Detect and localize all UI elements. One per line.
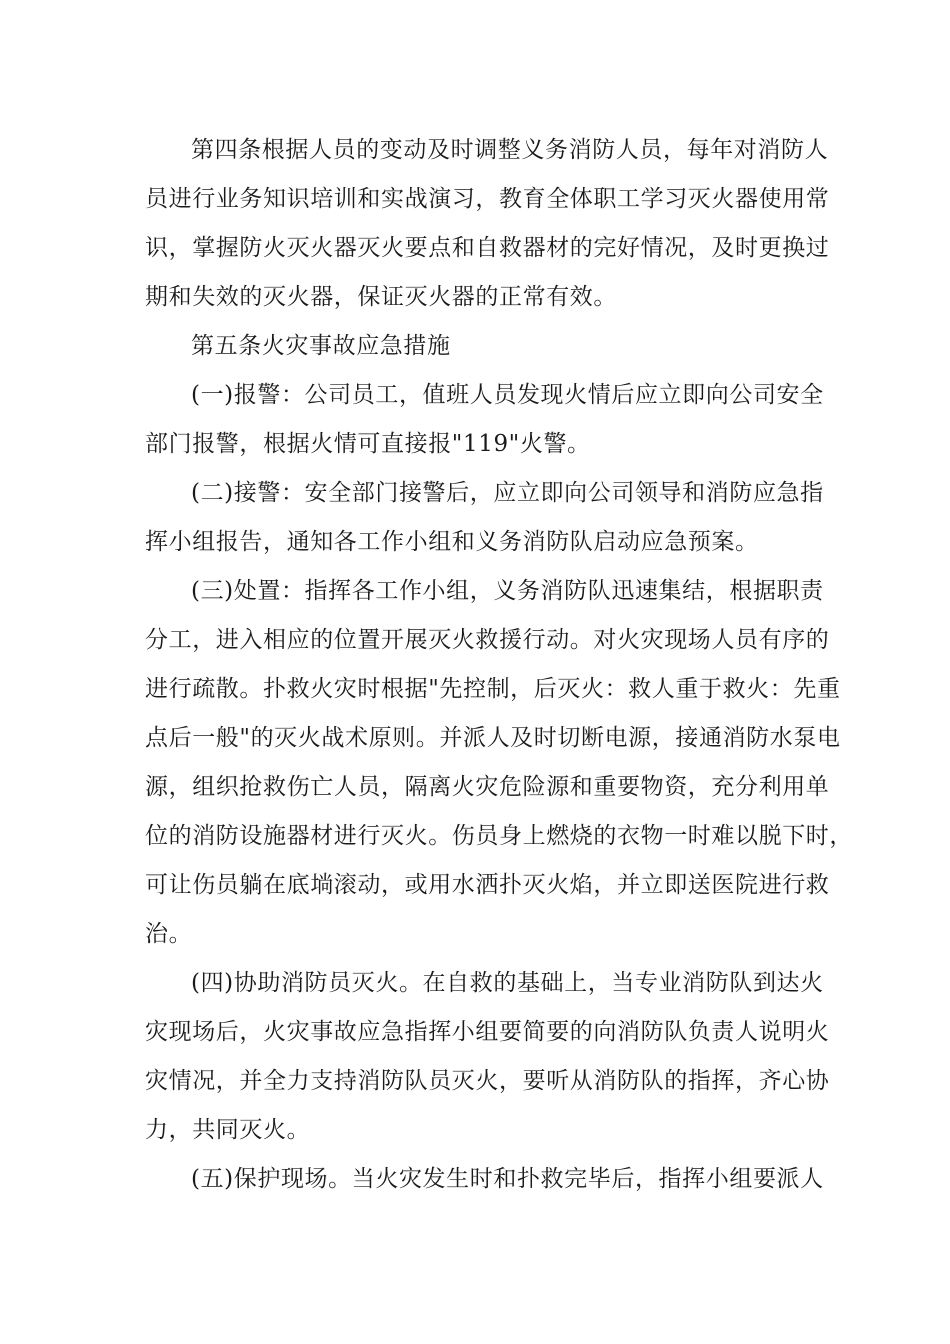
text-line: 点后一般"的灭火战术原则。并派人及时切断电源，接通消防水泵电 [145,725,841,751]
text-line: 灾现场后，火灾事故应急指挥小组要简要的向消防队负责人说明火 [145,1019,830,1045]
text-line: 分工，进入相应的位置开展灭火救援行动。对火灾现场人员有序的 [145,627,830,653]
text-line: 位的消防设施器材进行灭火。伤员身上燃烧的衣物一时难以脱下时， [145,823,853,849]
text-line: (二)接警：安全部门接警后，应立即向公司领导和消防应急指 [191,480,824,506]
section-heading: 第五条火灾事故应急措施 [191,333,451,359]
document-body [145,126,853,1204]
text-line: (一)报警：公司员工，值班人员发现火情后应立即向公司安全 [191,382,824,408]
text-line: 挥小组报告，通知各工作小组和义务消防队启动应急预案。 [145,529,759,555]
text-line: 识，掌握防火灭火器灭火要点和自救器材的完好情况，及时更换过 [145,235,830,261]
text-line: 员进行业务知识培训和实战演习，教育全体职工学习灭火器使用常 [145,186,830,212]
text-line: (五)保护现场。当火灾发生时和扑救完毕后，指挥小组要派人 [191,1166,824,1192]
text-line: (四)协助消防员灭火。在自救的基础上，当专业消防队到达火 [191,970,824,996]
text-line: 进行疏散。扑救火灾时根据"先控制，后灭火：救人重于救火：先重 [145,676,841,702]
text-line: 源，组织抢救伤亡人员，隔离火灾危险源和重要物资，充分利用单 [145,774,830,800]
text-line: (三)处置：指挥各工作小组，义务消防队迅速集结，根据职责 [191,578,824,604]
text-line: 力，共同灭火。 [145,1117,311,1143]
text-line: 治。 [145,921,193,947]
text-line: 第四条根据人员的变动及时调整义务消防人员，每年对消防人 [191,137,829,163]
text-line: 期和失效的灭火器，保证灭火器的正常有效。 [145,284,617,310]
text-line: 可让伤员躺在底埫滚动，或用水洒扑灭火焰，并立即送医院进行救 [145,872,830,898]
text-line: 部门报警，根据火情可直接报"119"火警。 [145,431,591,457]
text-line: 灾情况，并全力支持消防队员灭火，要听从消防队的指挥，齐心协 [145,1068,830,1094]
